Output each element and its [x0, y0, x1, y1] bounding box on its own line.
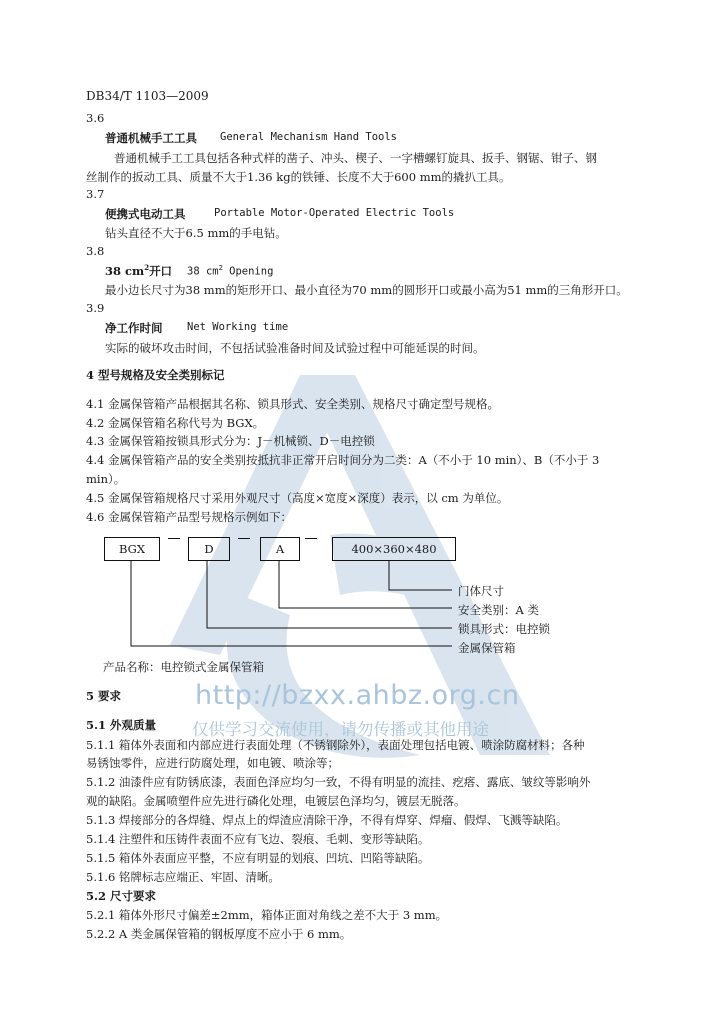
- diagram-box-class: A: [260, 537, 300, 561]
- term-title-en: Portable Motor-Operated Electric Tools: [214, 207, 455, 219]
- term-number: 3.8: [86, 244, 105, 258]
- watermark-url: http://bzxx.ahbz.org.cn: [195, 680, 520, 711]
- term-body: 最小边长尺寸为38 mm的矩形开口、最小直径为70 mm的圆形开口或最小高为51 mm的三角形开口。: [105, 283, 628, 297]
- clause: 4.1 金属保管箱产品根据其名称、锁具形式、安全类别、规格尺寸确定型号规格。: [86, 397, 499, 411]
- diagram-box-size: 400×360×480: [332, 537, 456, 561]
- clause: min）。: [86, 472, 126, 486]
- diagram-label: 安全类别：A 类: [458, 603, 539, 617]
- clause: 5.2.2 A 类金属保管箱的钢板厚度不应小于 6 mm。: [86, 927, 352, 941]
- clause: 5.1.5 箱体外表面应平整，不应有明显的划痕、凹坑、凹陷等缺陷。: [86, 851, 430, 865]
- clause: 5.1.1 箱体外表面和内部应进行表面处理（不锈钢除外），表面处理包括电镀、喷涂防腐材料；各种: [86, 738, 585, 752]
- term-body: 丝制作的扳动工具、质量不大于1.36 kg的铁锤、长度不大于600 mm的撬扒工具。: [86, 170, 511, 184]
- clause: 观的缺陷。金属喷塑件应先进行磷化处理，电镀层色泽均匀，镀层无脱落。: [86, 794, 466, 808]
- clause: 4.2 金属保管箱名称代号为 BGX。: [86, 416, 265, 430]
- clause: 4.4 金属保管箱产品的安全类别按抵抗非正常开启时间分为二类：A（不小于 10 min）、B（不小于 3: [86, 453, 600, 467]
- term-number: 3.9: [86, 301, 105, 315]
- clause: 5.1.2 油漆件应有防锈底漆，表面色泽应均匀一致，不得有明显的流挂、疙瘩、露底、皱纹等影响外: [86, 775, 591, 789]
- term-title-cn: 38 $cm^2$开口: [105, 263, 173, 278]
- clause: 5.1.3 焊接部分的各焊缝、焊点上的焊渣应清除干净，不得有焊穿、焊瘤、假焊、飞溅等缺陷。: [86, 813, 568, 827]
- term-title-en: 38 $cm^2$ Opening: [187, 264, 274, 278]
- clause: 易锈蚀零件，应进行防腐处理，如电镀、喷涂等；: [86, 756, 339, 770]
- clause: 4.5 金属保管箱规格尺寸采用外观尺寸（高度×宽度×深度）表示，以 cm 为单位。: [86, 491, 509, 505]
- clause: 4.6 金属保管箱产品型号规格示例如下：: [86, 510, 292, 524]
- clause: 5.2.1 箱体外形尺寸偏差±2mm，箱体正面对角线之差不大于 3 mm。: [86, 908, 448, 922]
- section-heading: 4 型号规格及安全类别标记: [86, 368, 225, 382]
- term-body: 实际的破坏攻击时间，不包括试验准备时间及试验过程中可能延误的时间。: [105, 341, 485, 355]
- term-title-cn: 便携式电动工具: [105, 207, 186, 221]
- diagram-label: 金属保管箱: [458, 641, 516, 655]
- diagram-label: 门体尺寸: [458, 584, 504, 598]
- term-title-en: General Mechanism Hand Tools: [220, 131, 398, 143]
- subsection-heading: 5.1 外观质量: [86, 718, 157, 732]
- term-title-cn: 净工作时间: [105, 321, 163, 335]
- term-number: 3.6: [86, 111, 105, 125]
- diagram-box-code: BGX: [104, 537, 160, 561]
- term-body: 钻头直径不大于6.5 mm的手电钻。: [105, 226, 287, 240]
- diagram-label: 锁具形式：电控锁: [458, 622, 550, 636]
- diagram-product-name: 产品名称：电控锁式金属保管箱: [103, 660, 264, 674]
- term-title-cn: 普通机械手工工具: [105, 131, 197, 145]
- term-title-en: Net Working time: [187, 321, 289, 333]
- term-number: 3.7: [86, 187, 105, 201]
- diagram-box-lock: D: [188, 537, 230, 561]
- section-heading: 5 要求: [86, 689, 122, 703]
- document-code: DB34/T 1103—2009: [86, 89, 209, 103]
- subsection-heading: 5.2 尺寸要求: [86, 889, 157, 903]
- term-body: 普通机械手工工具包括各种式样的凿子、冲头、楔子、一字槽螺钉旋具、扳手、钢锯、钳子、钢: [114, 151, 597, 165]
- watermark-note: 仅供学习交流使用，请勿传播或其他用途: [192, 720, 489, 739]
- clause: 4.3 金属保管箱按锁具形式分为：J－机械锁、D－电控锁: [86, 434, 375, 448]
- clause: 5.1.4 注塑件和压铸件表面不应有飞边、裂痕、毛刺、变形等缺陷。: [86, 832, 430, 846]
- clause: 5.1.6 铭牌标志应端正、牢固、清晰。: [86, 870, 280, 884]
